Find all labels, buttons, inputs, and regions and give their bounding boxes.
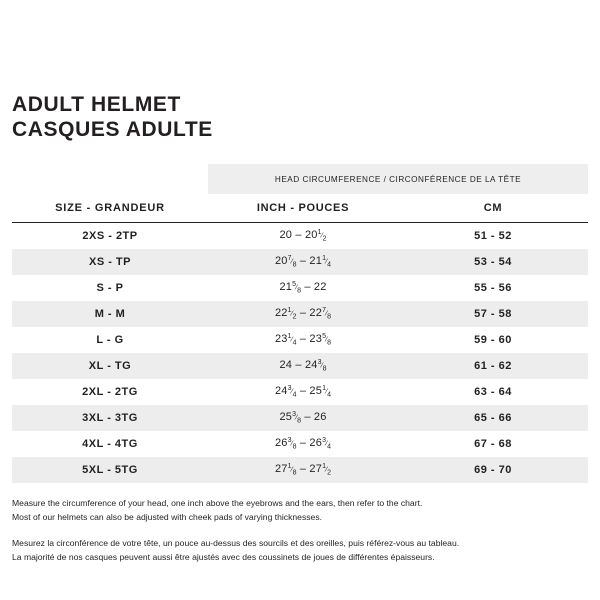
cell-size: S - P bbox=[12, 275, 208, 301]
cell-size: 4XL - 4TG bbox=[12, 431, 208, 457]
cell-cm: 63 - 64 bbox=[398, 379, 588, 405]
table-row bbox=[12, 431, 588, 457]
fraction: $^5⁄_8$ bbox=[322, 332, 332, 346]
fraction: $^1⁄_4$ bbox=[322, 254, 332, 268]
table-row bbox=[12, 457, 588, 483]
head-circumference-header: HEAD CIRCUMFERENCE / CIRCONFÉRENCE DE LA TÊTE bbox=[208, 164, 588, 194]
column-header-size: SIZE - GRANDEUR bbox=[12, 194, 208, 223]
cell-inch: $27^1⁄_8$ – $27^1⁄_2$ bbox=[208, 457, 398, 483]
cell-size: M - M bbox=[12, 301, 208, 327]
table-row bbox=[12, 327, 588, 353]
fraction: $^3⁄_8$ bbox=[287, 436, 297, 450]
title-line-english: ADULT HELMET bbox=[12, 93, 181, 116]
fraction: $^3⁄_4$ bbox=[322, 436, 332, 450]
cell-inch: $23^1⁄_4$ – $23^5⁄_8$ bbox=[208, 327, 398, 353]
size-chart-table bbox=[12, 164, 588, 483]
cell-cm: 59 - 60 bbox=[398, 327, 588, 353]
cell-cm: 69 - 70 bbox=[398, 457, 588, 483]
column-header-cm: CM bbox=[398, 194, 588, 223]
cell-size: 2XL - 2TG bbox=[12, 379, 208, 405]
cell-cm: 55 - 56 bbox=[398, 275, 588, 301]
cell-inch: $24^3⁄_4$ – $25^1⁄_4$ bbox=[208, 379, 398, 405]
table-body bbox=[12, 223, 588, 484]
cell-size: 2XS - 2TP bbox=[12, 223, 208, 250]
fraction: $^3⁄_8$ bbox=[292, 410, 302, 424]
notes-spacer bbox=[12, 524, 588, 537]
table-column-header-row bbox=[12, 194, 588, 223]
cell-size: 3XL - 3TG bbox=[12, 405, 208, 431]
table-row bbox=[12, 275, 588, 301]
cell-inch: $20 - 20^1⁄_2$ bbox=[208, 223, 398, 250]
cell-cm: 61 - 62 bbox=[398, 353, 588, 379]
fraction: $^3⁄_4$ bbox=[287, 384, 297, 398]
cell-inch: $21^5⁄_8 - 22$ bbox=[208, 275, 398, 301]
table-row bbox=[12, 301, 588, 327]
cell-inch: $24 - 24^3⁄_8$ bbox=[208, 353, 398, 379]
cell-size: XS - TP bbox=[12, 249, 208, 275]
cell-cm: 57 - 58 bbox=[398, 301, 588, 327]
page-title bbox=[12, 0, 588, 142]
cell-inch: $25^3⁄_8 - 26$ bbox=[208, 405, 398, 431]
notes-section bbox=[12, 497, 588, 564]
cell-inch: $20^7⁄_8$ – $21^1⁄_4$ bbox=[208, 249, 398, 275]
table-row bbox=[12, 353, 588, 379]
table-head bbox=[12, 164, 588, 223]
cell-inch: $26^3⁄_8$ – $26^3⁄_4$ bbox=[208, 431, 398, 457]
fraction: $^1⁄_4$ bbox=[322, 384, 332, 398]
table-row bbox=[12, 223, 588, 250]
fraction: $^1⁄_2$ bbox=[317, 228, 327, 242]
header-spacer-cell bbox=[12, 164, 208, 194]
cell-size: 5XL - 5TG bbox=[12, 457, 208, 483]
fraction: $^3⁄_8$ bbox=[317, 358, 327, 372]
cell-cm: 67 - 68 bbox=[398, 431, 588, 457]
note-english-line-2: Most of our helmets can also be adjusted with cheek pads of varying thicknesses. bbox=[12, 511, 323, 522]
table-row bbox=[12, 249, 588, 275]
table-group-header-row bbox=[12, 164, 588, 194]
cell-size: L - G bbox=[12, 327, 208, 353]
fraction: $^1⁄_8$ bbox=[287, 462, 297, 476]
cell-cm: 51 - 52 bbox=[398, 223, 588, 250]
title-line-french: CASQUES ADULTE bbox=[12, 118, 213, 141]
cell-inch: $22^1⁄_2$ – $22^7⁄_8$ bbox=[208, 301, 398, 327]
note-english-line-1: Measure the circumference of your head, one inch above the eyebrows and the ears, then refer to the chart. bbox=[12, 498, 423, 508]
cell-cm: 65 - 66 bbox=[398, 405, 588, 431]
cell-cm: 53 - 54 bbox=[398, 249, 588, 275]
fraction: $^1⁄_2$ bbox=[287, 306, 297, 320]
note-french-line-1: Mesurez la circonférence de votre tête, un pouce au-dessus des sourcils et des oreilles, puis référez-vous au tableau. bbox=[12, 538, 460, 548]
fraction: $^7⁄_8$ bbox=[322, 306, 332, 320]
fraction: $^5⁄_8$ bbox=[292, 280, 302, 294]
note-french-line-2: La majorité de nos casques peuvent aussi être ajustés avec des coussinets de joues de différentes épaisseurs. bbox=[12, 551, 435, 562]
fraction: $^7⁄_8$ bbox=[287, 254, 297, 268]
table-row bbox=[12, 379, 588, 405]
fraction: $^1⁄_2$ bbox=[322, 462, 332, 476]
table-row bbox=[12, 405, 588, 431]
cell-size: XL - TG bbox=[12, 353, 208, 379]
column-header-inch: INCH - POUCES bbox=[208, 194, 398, 223]
fraction: $^1⁄_4$ bbox=[287, 332, 297, 346]
